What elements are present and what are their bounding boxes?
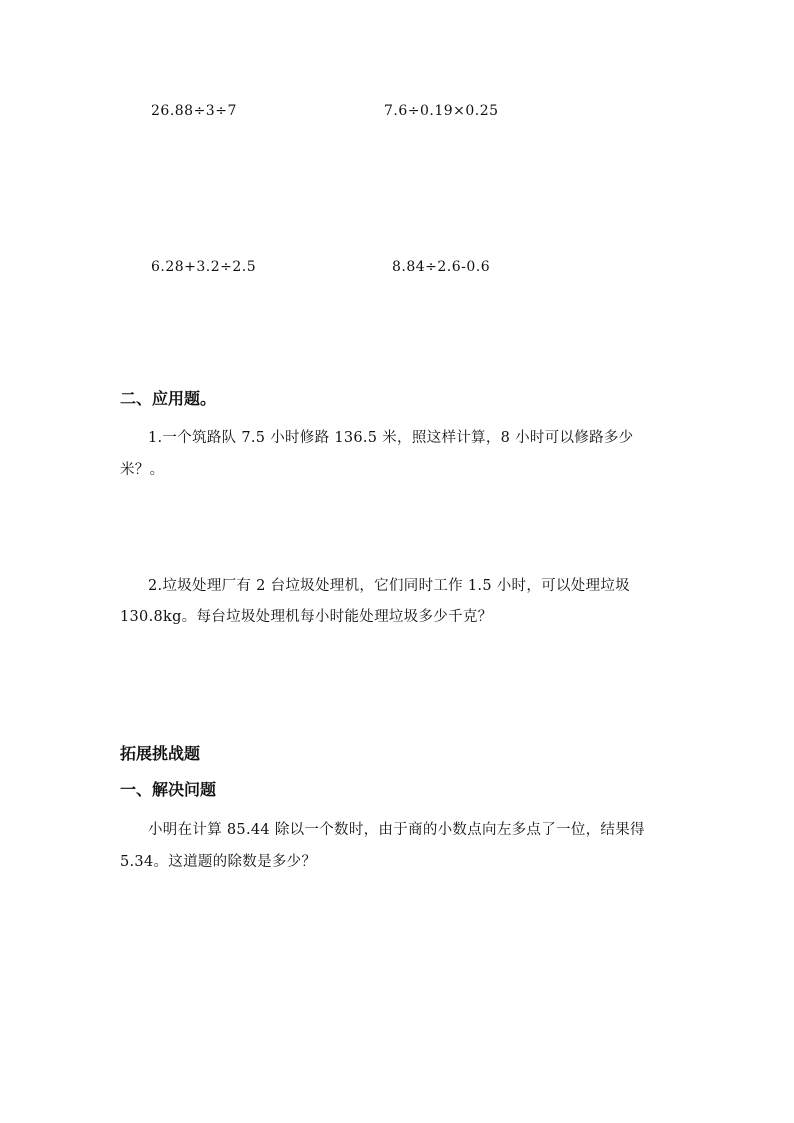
calc-expression-2: 7.6÷0.19×0.25 bbox=[384, 103, 499, 119]
extension-title: 拓展挑战题 bbox=[120, 744, 201, 763]
extension-problem-line1: 小明在计算 85.44 除以一个数时，由于商的小数点向左多点了一位，结果得 bbox=[148, 822, 645, 838]
calc-expression-1: 26.88÷3÷7 bbox=[151, 103, 237, 119]
problem2-line1: 2.垃圾处理厂有 2 台垃圾处理机，它们同时工作 1.5 小时，可以处理垃圾 bbox=[148, 578, 630, 594]
section-heading-application: 二、应用题。 bbox=[120, 389, 217, 408]
extension-section-heading: 一、解决问题 bbox=[120, 780, 217, 799]
problem1-line2: 米？。 bbox=[120, 462, 165, 478]
extension-problem-line2: 5.34。这道题的除数是多少？ bbox=[120, 854, 317, 870]
problem1-line1: 1.一个筑路队 7.5 小时修路 136.5 米，照这样计算，8 小时可以修路多少 bbox=[148, 430, 634, 446]
problem2-line2: 130.8kg。每台垃圾处理机每小时能处理垃圾多少千克？ bbox=[120, 609, 493, 625]
calc-expression-3: 6.28+3.2÷2.5 bbox=[151, 259, 257, 275]
calc-expression-4: 8.84÷2.6-0.6 bbox=[392, 259, 491, 275]
